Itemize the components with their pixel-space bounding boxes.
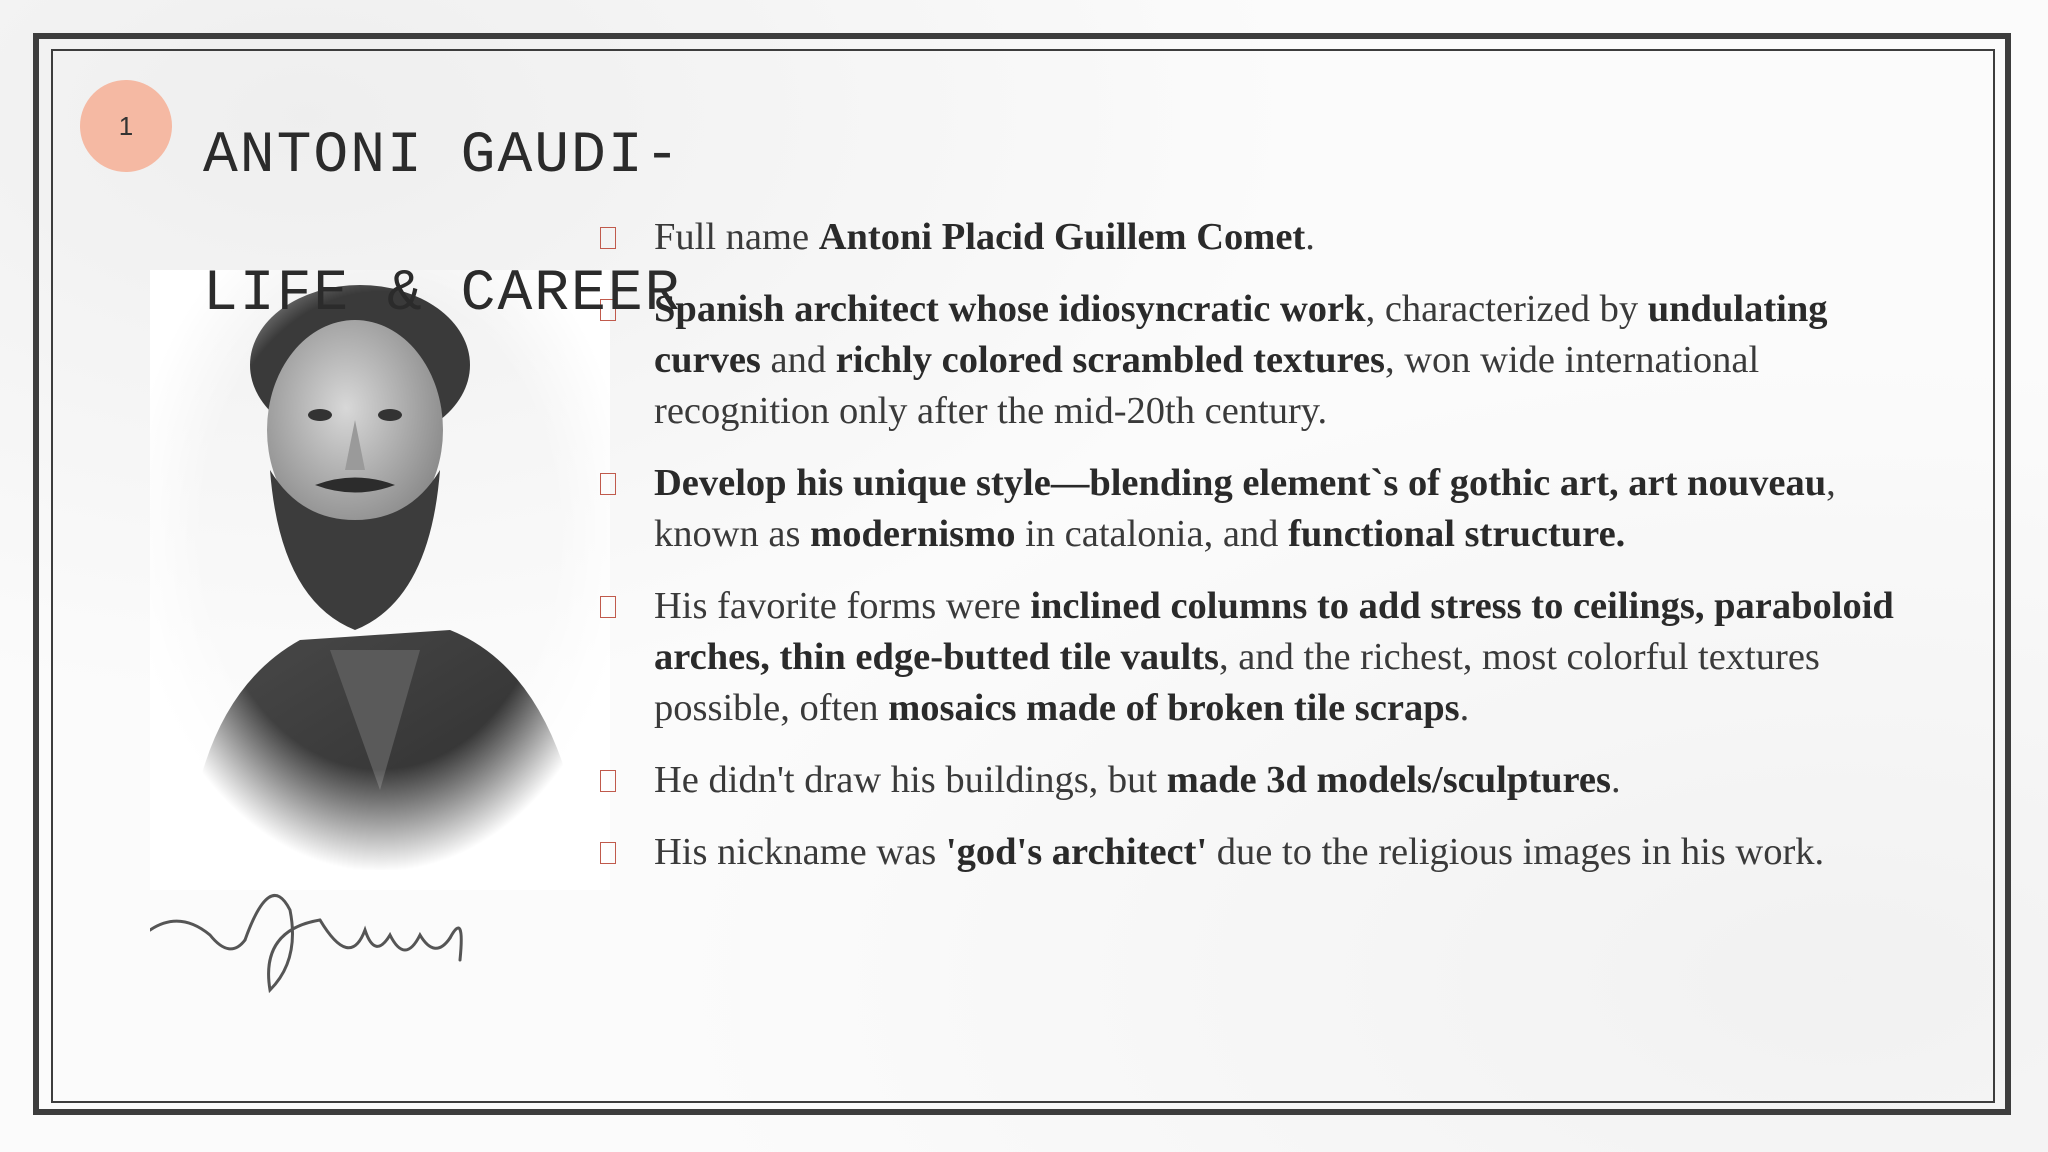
bullet-text: , characterized by — [1365, 288, 1648, 330]
bullet-text-bold: richly colored scrambled textures — [835, 339, 1385, 381]
slide-title: ANTONI GAUDI-LIFE & CAREER — [203, 124, 682, 327]
bullet-text-bold: functional structure. — [1288, 513, 1626, 555]
slide-number-badge: 1 — [80, 80, 172, 172]
signature-icon — [150, 895, 461, 990]
portrait-photo-icon — [150, 270, 610, 1030]
bullet-text: , won wide international recognition only after the mid-20th century. — [654, 339, 1760, 432]
bullet-text: He didn't draw his buildings, but — [654, 759, 1167, 801]
bullet-item — [600, 581, 1910, 734]
bullet-text: and — [760, 339, 836, 381]
bullet-text: Full name — [654, 216, 819, 258]
bullet-text-bold: Spanish architect whose idiosyncratic work — [654, 288, 1366, 330]
bullet-text: . — [1610, 759, 1621, 801]
bullet-text-bold: Antoni Placid Guillem Comet — [818, 216, 1306, 258]
bullet-text: His nickname was — [654, 831, 946, 873]
bullet-square-icon — [600, 842, 616, 864]
bullet-text: . — [1305, 216, 1315, 258]
bullet-text-bold: modernismo — [810, 513, 1016, 555]
bullet-text: in catalonia, and — [1015, 513, 1289, 555]
bullet-text: , and the richest, most colorful textures possible, often — [654, 636, 1820, 729]
bullet-text-bold: inclined columns to add stress to ceilings, paraboloid arches, thin edge-butted tile vaults — [654, 585, 1894, 678]
bullet-item — [600, 458, 1910, 560]
bullet-text-bold: mosaics made of broken tile scraps — [888, 687, 1460, 729]
bullet-square-icon — [600, 770, 616, 792]
bullet-text: , known as — [654, 462, 1836, 555]
bullet-item — [600, 755, 1910, 806]
bullet-text: His favorite forms were — [654, 585, 1031, 627]
bullet-text-bold: Develop his unique style—blending element`s of gothic art, art nouveau — [654, 462, 1827, 504]
bullet-square-icon — [600, 596, 616, 618]
bullet-text-bold: undulating curves — [654, 288, 1828, 381]
bullet-text: due to the religious images in his work. — [1207, 831, 1825, 873]
bullet-text-bold: made 3d models/sculptures — [1166, 759, 1611, 801]
bullet-text-bold: 'god's architect' — [945, 831, 1208, 873]
bullet-item — [600, 827, 1910, 878]
bullet-square-icon — [600, 473, 616, 495]
bullet-text: . — [1459, 687, 1470, 729]
